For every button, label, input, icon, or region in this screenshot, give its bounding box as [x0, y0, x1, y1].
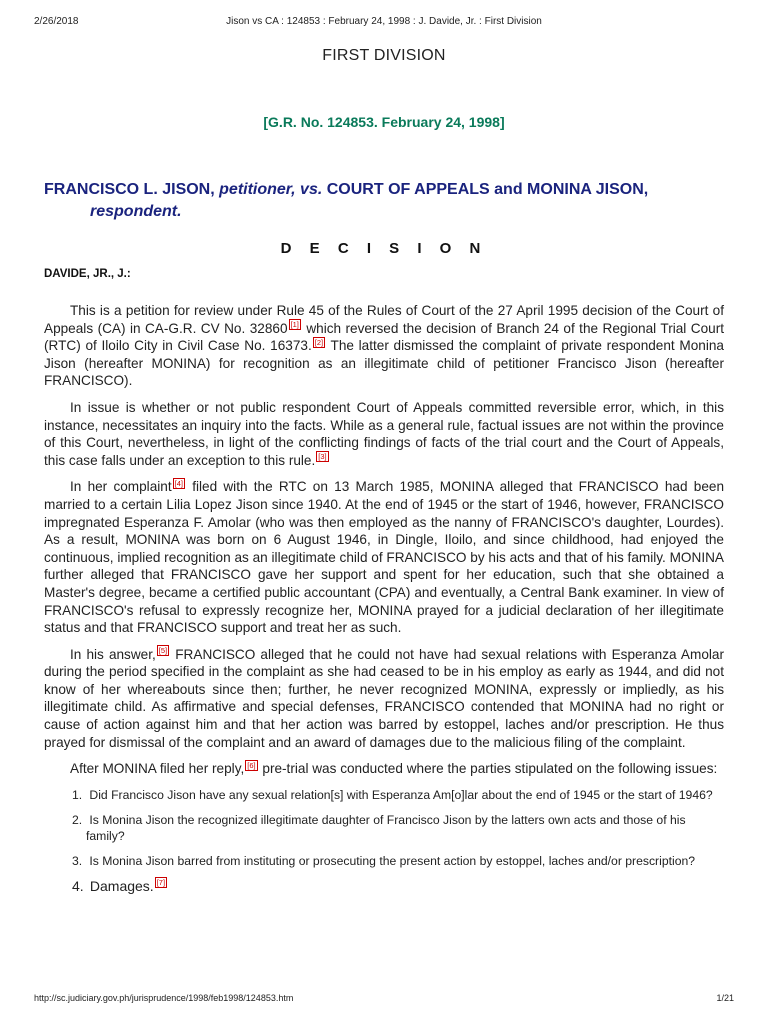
- footnote-link-1[interactable]: [1]: [290, 320, 299, 330]
- print-footer: [34, 993, 734, 1007]
- issue-number: 2.: [72, 812, 83, 827]
- paragraph-5: [44, 760, 724, 778]
- issue-item: [44, 812, 724, 844]
- issue-text: Is Monina Jison the recognized illegitimate daughter of Francisco Jison by the latters own acts and those of his family?: [86, 812, 686, 843]
- footnote-link-2[interactable]: [2]: [314, 337, 324, 347]
- case-number: [G.R. No. 124853. February 24, 1998]: [263, 114, 505, 130]
- paragraph-text: which reversed the decision of Branch 24 of the Regional Trial Court (RTC) of Iloilo City in Civil Case No. 16373.: [44, 320, 725, 354]
- paragraph-text: The latter dismissed the complaint of private respondent Monina Jison (hereafter MONINA) for recognition as an illegitimate child of petitioner Francisco Jison (hereafter FRANCISCO).: [44, 338, 724, 389]
- issue-item: [44, 787, 724, 803]
- footnote-link-4[interactable]: [4]: [174, 478, 183, 488]
- footnote-link-3[interactable]: [3]: [318, 452, 327, 462]
- respondents-name: COURT OF APPEALS and MONINA JISON,: [326, 181, 649, 198]
- paragraph-text: pre-trial was conducted where the parties stipulated on the following issues:: [258, 761, 718, 777]
- paragraph-text: This is a petition for review under Rule 45 of the Rules of Court of the 27 April 1995 decision of the Court of Appeals (CA) in CA-G.R. CV No. 32860: [44, 303, 724, 336]
- issue-number: 3.: [72, 853, 83, 868]
- paragraph-text: In her complaint: [70, 479, 172, 495]
- paragraph-1: [44, 302, 724, 390]
- issue-text: Did Francisco Jison have any sexual relation[s] with Esperanza Am[o]lar about the end of 1945 or the start of 1946?: [89, 787, 713, 802]
- footnote-link-7[interactable]: [7]: [156, 878, 166, 888]
- decision-body: [44, 302, 724, 903]
- paragraph-text: In issue is whether or not public respondent Court of Appeals committed reversible error, which, in this instance, necessitates an inquiry into the facts. While as a general rule, factual issues are not within the province of this Court, nevertheless, in light of the conflicting findings of facts of the trial court and the Court of Appeals, this case falls under an exception to this rule.: [44, 399, 724, 468]
- ponente: DAVIDE, JR., J.:: [44, 268, 131, 280]
- petitioner-name: FRANCISCO L. JISON,: [44, 181, 215, 198]
- division-heading: FIRST DIVISION: [322, 47, 446, 64]
- issue-number: 4.: [72, 877, 84, 894]
- respondent-role: respondent.: [90, 203, 182, 220]
- page-url: http://sc.judiciary.gov.ph/jurisprudence/1998/feb1998/124853.htm: [34, 993, 294, 1003]
- footnote-link-6[interactable]: [6]: [247, 760, 256, 770]
- decision-heading: D E C I S I O N: [280, 240, 488, 257]
- issues-list: [44, 787, 724, 894]
- paragraph-2: [44, 399, 724, 469]
- paragraph-text: FRANCISCO alleged that he could not have had sexual relations with Esperanza Amolar during the period specified in the complaint as she had ceased to be in his employ as early as 1944, and did not know of her whereabouts since then; further, he never recognized MONINA, expressly or impliedly, as his illegitimate child. As affirmative and special defenses, FRANCISCO contended that MONINA had no right or cause of action against him and that her action was barred by estoppel, laches and/or prescription. He thus prayed for dismissal of the complaint and an award of damages due to the malicious filing of the complaint.: [44, 646, 724, 750]
- paragraph-3: [44, 478, 724, 636]
- paragraph-text: In his answer,: [70, 646, 156, 662]
- print-title: Jison vs CA : 124853 : February 24, 1998 : J. Davide, Jr. : First Division: [226, 16, 542, 27]
- issue-item: [44, 878, 724, 894]
- footnote-link-5[interactable]: [5]: [158, 646, 168, 656]
- case-parties: [44, 179, 724, 223]
- page-number: 1/21: [716, 993, 734, 1003]
- issue-number: 1.: [72, 787, 83, 802]
- issue-item: [44, 853, 724, 869]
- print-header: [34, 16, 734, 30]
- paragraph-text: filed with the RTC on 13 March 1985, MONINA alleged that FRANCISCO had been married to a certain Lilia Lopez Jison since 1940. At the end of 1945 or the start of 1946, however, FRANCISCO impregnated Esperanza F. Amolar (who was then employed as the nanny of FRANCISCO's daughter, Lourdes). As a result, MONINA was born on 6 August 1946, in Dingle, Iloilo, and since childhood, had enjoyed the continuous, implied recognition as an illegitimate child of FRANCISCO by his acts and that of his family. MONINA further alleged that FRANCISCO gave her support and spent for her education, such that she obtained a Master's degree, became a certified public accountant (CPA) and eventually, a Central Bank examiner. In view of FRANCISCO's refusal to expressly recognize her, MONINA prayed for a judicial declaration of her illegitimate status and that FRANCISCO support and treat her as such.: [44, 479, 725, 636]
- issue-text: Damages.: [89, 877, 154, 894]
- paragraph-4: [44, 646, 724, 752]
- paragraph-text: After MONINA filed her reply,: [70, 761, 245, 777]
- issue-text: Is Monina Jison barred from instituting or prosecuting the present action by estoppel, laches and/or prescription?: [89, 853, 696, 868]
- petitioner-role: petitioner, vs.: [219, 181, 323, 198]
- print-date: 2/26/2018: [34, 16, 79, 27]
